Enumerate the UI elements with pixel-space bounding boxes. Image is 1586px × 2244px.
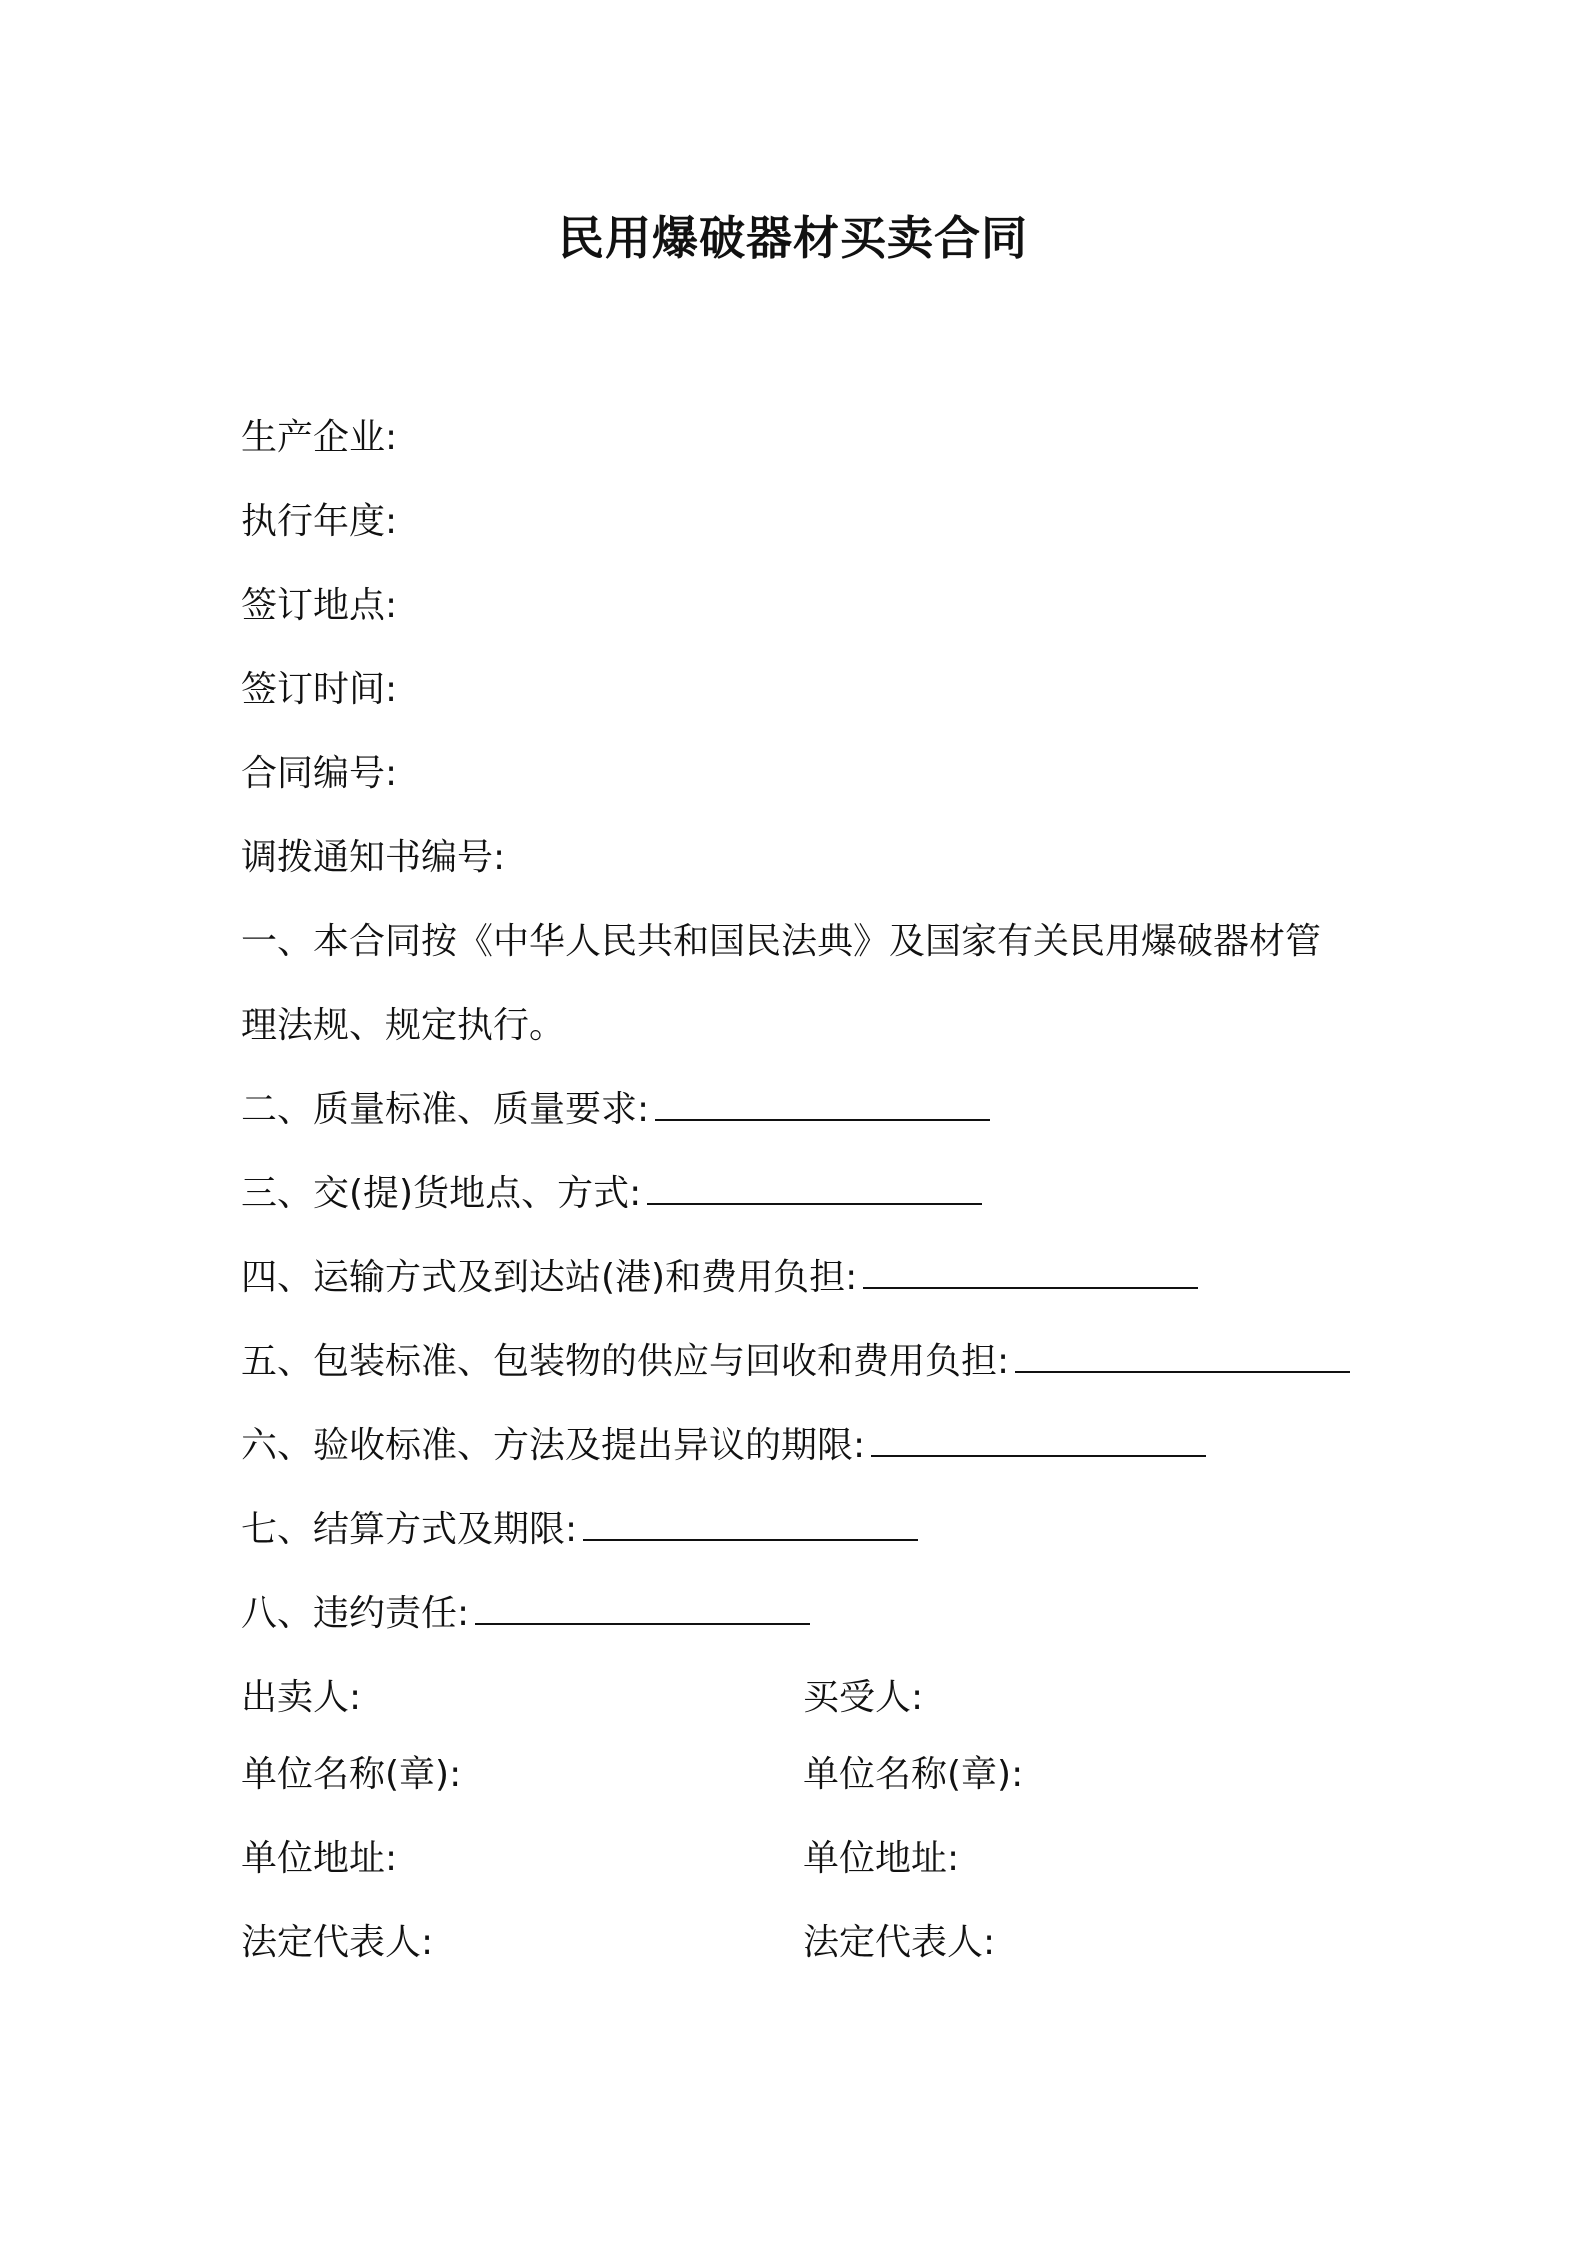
page-title: 民用爆破器材买卖合同	[558, 211, 1028, 265]
seller-unit-address: 单位地址:	[241, 1838, 398, 1879]
clause-3	[241, 1169, 982, 1219]
clause-8-label: 八、违约责任:	[241, 1593, 470, 1634]
clause-5	[241, 1337, 1350, 1387]
field-production-enterprise: 生产企业:	[241, 417, 398, 458]
clause-7-label: 七、结算方式及期限:	[241, 1509, 578, 1550]
clause-6-blank-line	[871, 1423, 1206, 1457]
seller-heading: 出卖人:	[241, 1677, 362, 1718]
clause-6-label: 六、验收标准、方法及提出异议的期限:	[241, 1425, 866, 1466]
clause-5-blank-line	[1015, 1339, 1350, 1373]
seller-unit-name: 单位名称(章):	[241, 1754, 462, 1795]
clause-6	[241, 1421, 1206, 1471]
field-signing-time: 签订时间:	[241, 669, 398, 710]
clause-2	[241, 1085, 990, 1135]
buyer-unit-name: 单位名称(章):	[803, 1754, 1024, 1795]
clause-7	[241, 1505, 918, 1555]
clause-8	[241, 1589, 810, 1639]
seller-legal-representative: 法定代表人:	[241, 1922, 434, 1963]
clause-2-blank-line	[655, 1087, 990, 1121]
field-allocation-notice-number: 调拨通知书编号:	[241, 837, 506, 878]
clause-8-blank-line	[475, 1591, 810, 1625]
clause-3-label: 三、交(提)货地点、方式:	[241, 1173, 642, 1214]
field-execution-year: 执行年度:	[241, 501, 398, 542]
clause-4-label: 四、运输方式及到达站(港)和费用负担:	[241, 1257, 858, 1298]
clause-4	[241, 1253, 1198, 1303]
clause-1-line-1: 一、本合同按《中华人民共和国民法典》及国家有关民用爆破器材管	[241, 921, 1322, 962]
clause-5-label: 五、包装标准、包装物的供应与回收和费用负担:	[241, 1341, 1010, 1382]
clause-7-blank-line	[583, 1507, 918, 1541]
clause-4-blank-line	[863, 1255, 1198, 1289]
buyer-legal-representative: 法定代表人:	[803, 1922, 996, 1963]
field-signing-place: 签订地点:	[241, 585, 398, 626]
clause-2-label: 二、质量标准、质量要求:	[241, 1089, 650, 1130]
field-contract-number: 合同编号:	[241, 753, 398, 794]
clause-1-line-2: 理法规、规定执行。	[241, 1005, 566, 1046]
buyer-unit-address: 单位地址:	[803, 1838, 960, 1879]
buyer-heading: 买受人:	[803, 1677, 924, 1718]
clause-3-blank-line	[647, 1171, 982, 1205]
